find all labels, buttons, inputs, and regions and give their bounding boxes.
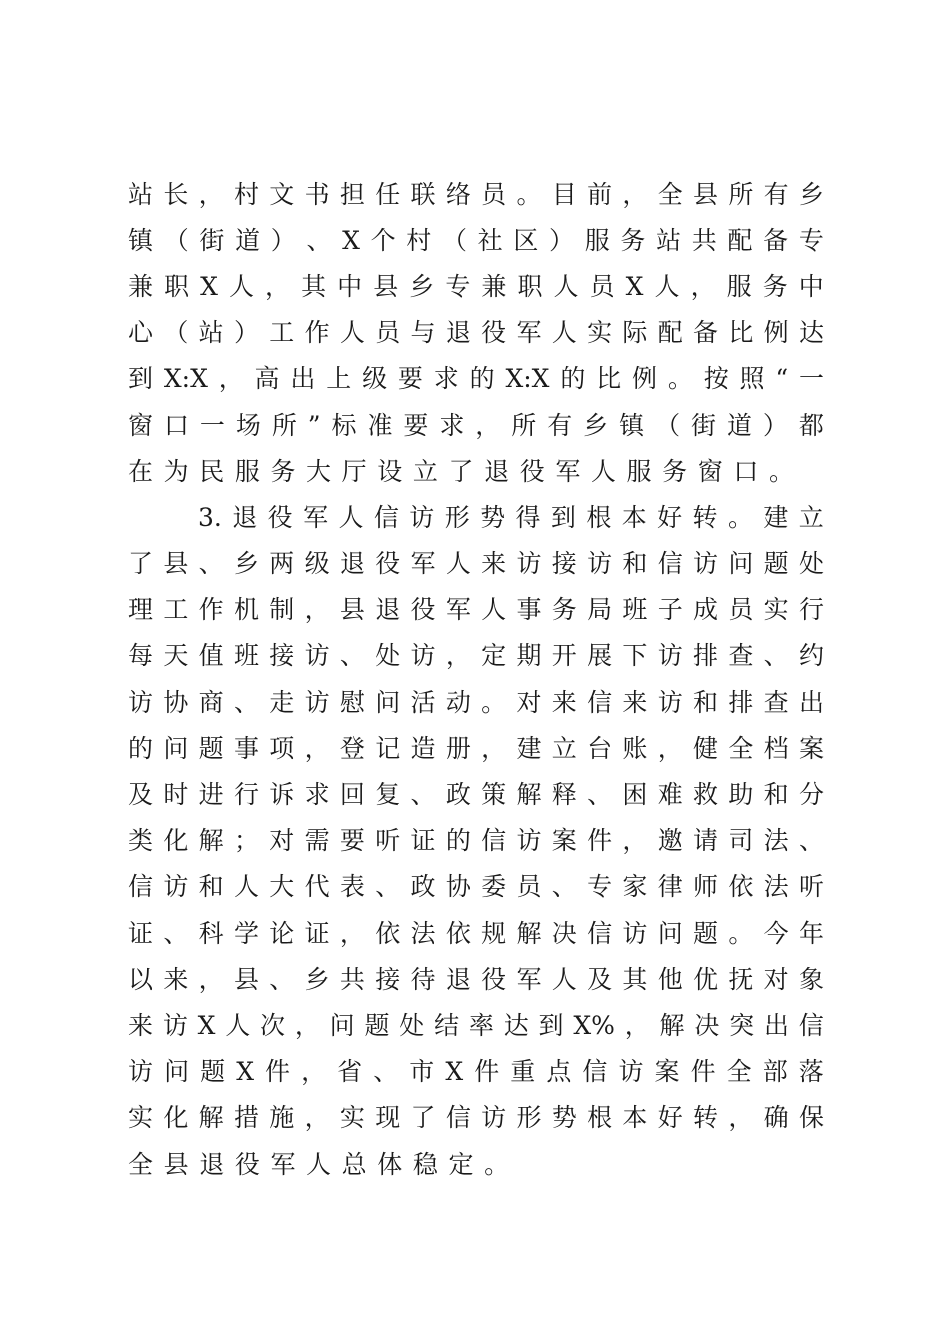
- text-line: 每 天 值 班 接 访 、 处 访 ， 定 期 开 展 下 访 排 查 、 约: [128, 641, 824, 671]
- text-line: 实 化 解 措 施 ， 实 现 了 信 访 形 势 根 本 好 转 ， 确 保: [128, 1103, 824, 1133]
- text-line: 在 为 民 服 务 大 厅 设 立 了 退 役 军 人 服 务 窗 口 。: [128, 456, 794, 486]
- text-line: 窗 口 一 场 所 ” 标 准 要 求 ， 所 有 乡 镇 （ 街 道 ） 都: [128, 410, 824, 440]
- text-line: 访 问 题 X 件 ， 省 、 市 X 件 重 点 信 访 案 件 全 部 落: [128, 1057, 824, 1087]
- text-line: 类 化 解 ； 对 需 要 听 证 的 信 访 案 件 ， 邀 请 司 法 、: [128, 826, 824, 856]
- text-line: 心 （ 站 ） 工 作 人 员 与 退 役 军 人 实 际 配 备 比 例 达: [128, 318, 824, 348]
- text-line: 来 访 X 人 次 ， 问 题 处 结 率 达 到 X% ， 解 决 突 出 信: [128, 1010, 824, 1040]
- text-line: 的 问 题 事 项 ， 登 记 造 册 ， 建 立 台 账 ， 健 全 档 案: [128, 733, 824, 763]
- text-line: 3. 退 役 军 人 信 访 形 势 得 到 根 本 好 转 。 建 立: [198, 502, 824, 532]
- text-line: 镇 （ 街 道 ） 、 X 个 村 （ 社 区 ） 服 务 站 共 配 备 专: [128, 225, 824, 255]
- text-line: 全 县 退 役 军 人 总 体 稳 定 。: [128, 1149, 510, 1179]
- text-line: 以 来 ， 县 、 乡 共 接 待 退 役 军 人 及 其 他 优 抚 对 象: [128, 964, 824, 994]
- text-line: 站 长 ， 村 文 书 担 任 联 络 员 。 目 前 ， 全 县 所 有 乡: [128, 179, 824, 209]
- text-line: 兼 职 X 人 ， 其 中 县 乡 专 兼 职 人 员 X 人 ， 服 务 中: [128, 271, 824, 301]
- text-line: 访 协 商 、 走 访 慰 问 活 动 。 对 来 信 来 访 和 排 查 出: [128, 687, 824, 717]
- text-line: 证 、 科 学 论 证 ， 依 法 依 规 解 决 信 访 问 题 。 今 年: [128, 918, 824, 948]
- text-line: 及 时 进 行 诉 求 回 复 、 政 策 解 释 、 困 难 救 助 和 分: [128, 780, 824, 810]
- text-line: 了 县 、 乡 两 级 退 役 军 人 来 访 接 访 和 信 访 问 题 处: [128, 549, 824, 579]
- text-line: 信 访 和 人 大 代 表 、 政 协 委 员 、 专 家 律 师 依 法 听: [128, 872, 824, 902]
- text-line: 到 X:X ， 高 出 上 级 要 求 的 X:X 的 比 例 。 按 照 “ 一: [128, 364, 824, 394]
- text-line: 理 工 作 机 制 ， 县 退 役 军 人 事 务 局 班 子 成 员 实 行: [128, 595, 824, 625]
- body-text: [128, 171, 824, 1187]
